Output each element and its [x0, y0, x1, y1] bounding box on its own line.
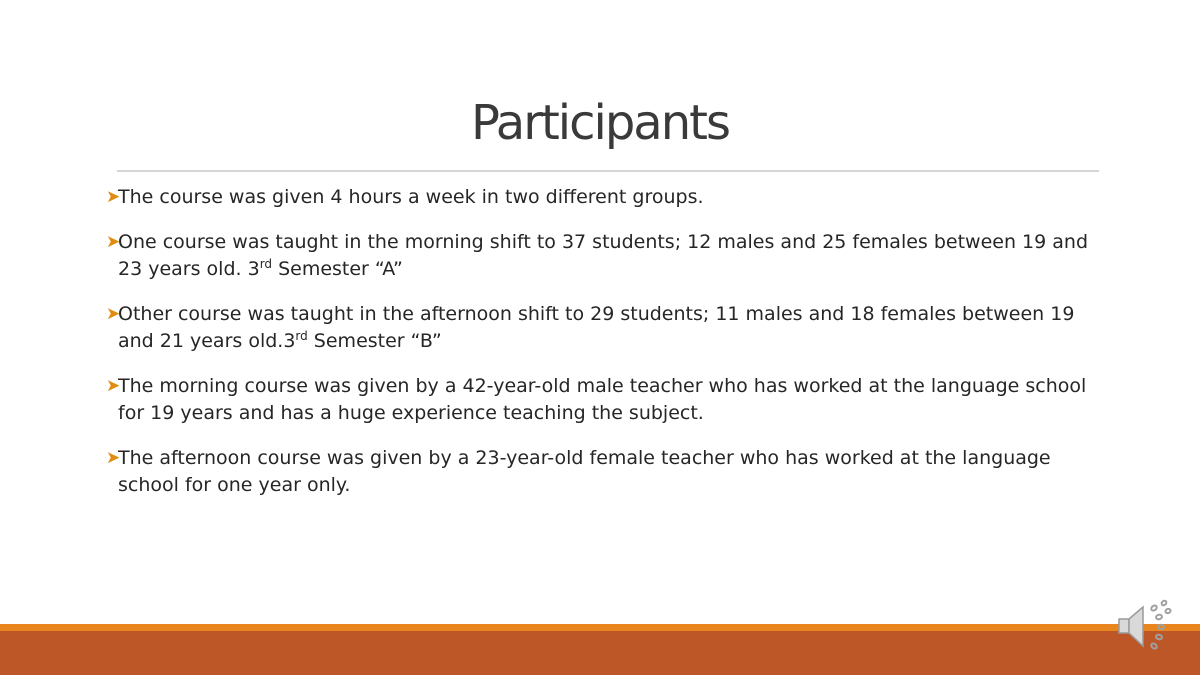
- bullet-text: One course was taught in the morning shift to 37 students; 12 males and 25 females between 19 and 23 years old. 3: [118, 231, 1089, 280]
- title-divider: [117, 170, 1099, 172]
- bullet-text-end: Semester “B”: [307, 330, 442, 352]
- footer-band: [0, 631, 1200, 675]
- arrow-bullet-icon: ➤: [106, 448, 121, 468]
- arrow-bullet-icon: ➤: [106, 187, 121, 207]
- bullet-text-end: Semester “A”: [272, 258, 403, 280]
- ordinal-suffix: rd: [259, 257, 273, 271]
- bullet-text: The morning course was given by a 42-year-old male teacher who has worked at the language school for 19 years and has a huge experience teaching the subject.: [118, 375, 1087, 424]
- bullet-item: [108, 445, 1098, 499]
- arrow-bullet-icon: ➤: [106, 376, 121, 396]
- ordinal-suffix: rd: [295, 329, 308, 343]
- bullet-item: [108, 373, 1098, 427]
- speaker-icon[interactable]: [1116, 598, 1180, 656]
- bullet-text: The course was given 4 hours a week in two different groups.: [118, 186, 704, 208]
- footer-accent-stripe: [0, 624, 1200, 631]
- bullet-item: [108, 184, 1098, 211]
- bullet-list: [108, 184, 1098, 517]
- bullet-item: [108, 301, 1098, 355]
- bullet-text: The afternoon course was given by a 23-year-old female teacher who has worked at the language school for one year only.: [118, 447, 1051, 496]
- arrow-bullet-icon: ➤: [106, 304, 121, 324]
- bullet-text: Other course was taught in the afternoon shift to 29 students; 11 males and 18 females between 19 and 21 years old.3: [118, 303, 1075, 352]
- slide-title: Participants: [471, 95, 729, 151]
- bullet-item: [108, 229, 1098, 283]
- arrow-bullet-icon: ➤: [106, 232, 121, 252]
